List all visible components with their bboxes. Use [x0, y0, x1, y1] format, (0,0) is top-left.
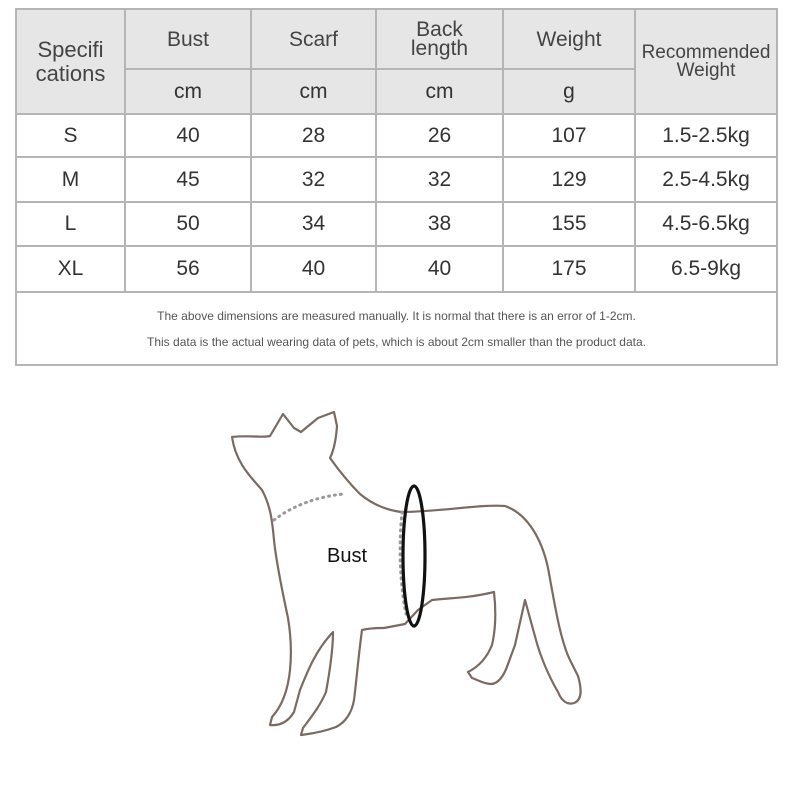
weight-cell: 155	[503, 202, 635, 246]
specifications-header-line2: cations	[35, 60, 106, 86]
back-length-cell: 32	[376, 157, 503, 202]
back-length-cell: 40	[376, 246, 503, 292]
bust-label: Bust	[327, 545, 368, 567]
specifications-header-line1: Specifi	[37, 36, 104, 62]
bust-cell: 40	[125, 114, 251, 157]
weight-cell: 129	[503, 157, 635, 202]
recommended-weight-cell: 6.5-9kg	[635, 246, 777, 292]
scarf-cell: 32	[251, 157, 376, 202]
recommended-weight-cell: 4.5-6.5kg	[635, 202, 777, 246]
bust-cell: 56	[125, 246, 251, 292]
note-line: This data is the actual wearing data of pets, which is about 2cm smaller than the product data.	[147, 334, 646, 349]
recommended-weight-cell: 1.5-2.5kg	[635, 114, 777, 157]
back-length-cell: 26	[376, 114, 503, 157]
bust-cell: 45	[125, 157, 251, 202]
recommended-header-line2: Weight	[676, 59, 736, 81]
weight-unit: g	[503, 69, 635, 114]
size-cell: XL	[16, 246, 125, 292]
back-length-header-line1: Back	[416, 18, 463, 41]
scarf-cell: 40	[251, 246, 376, 292]
size-cell: M	[16, 157, 125, 202]
bust-cell: 50	[125, 202, 251, 246]
weight-header: Weight	[503, 9, 635, 69]
back-length-cell: 38	[376, 202, 503, 246]
bust-unit: cm	[125, 69, 251, 114]
back-length-unit: cm	[376, 69, 503, 114]
scarf-cell: 34	[251, 202, 376, 246]
note-line: The above dimensions are measured manually. It is normal that there is an error of 1-2cm.	[157, 308, 636, 323]
size-cell: L	[16, 202, 125, 246]
recommended-header-line1: Recommended	[641, 41, 771, 63]
weight-cell: 107	[503, 114, 635, 157]
scarf-cell: 28	[251, 114, 376, 157]
weight-cell: 175	[503, 246, 635, 292]
recommended-weight-cell: 2.5-4.5kg	[635, 157, 777, 202]
dog-outline-icon	[232, 412, 581, 735]
back-length-header-line2: length	[410, 37, 469, 60]
bust-dotted-line-icon	[274, 494, 345, 520]
scarf-unit: cm	[251, 69, 376, 114]
scarf-header: Scarf	[251, 9, 376, 69]
bust-measure-ring-icon	[403, 486, 425, 626]
bust-header: Bust	[125, 9, 251, 69]
size-cell: S	[16, 114, 125, 157]
